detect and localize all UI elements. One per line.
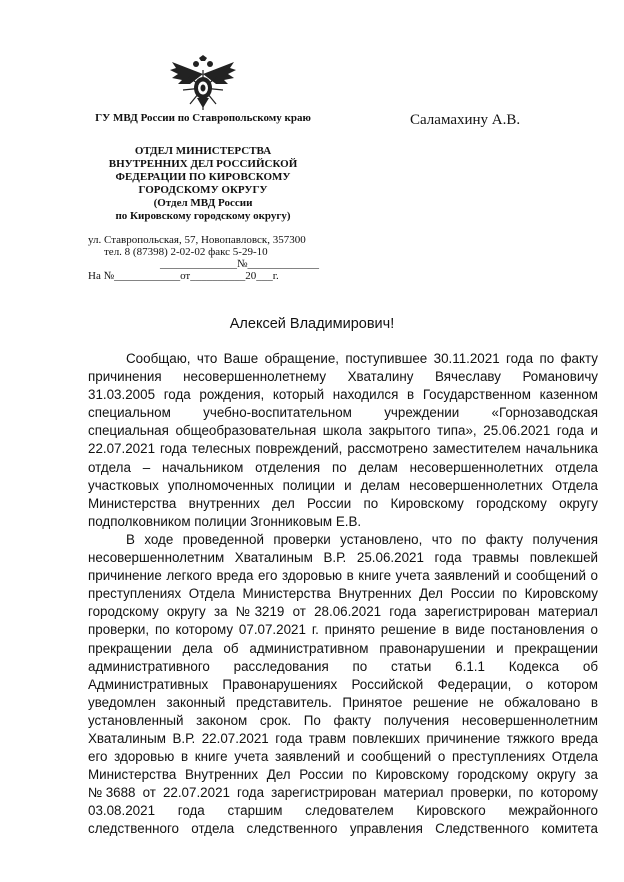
org-line: (Отдел МВД России [153,197,253,209]
org-line: ФЕДЕРАЦИИ ПО КИРОВСКОМУ [115,171,291,183]
reply-reference-line: На №____________от__________20___г. [88,270,279,282]
body-line: уведомлен законный представитель. Принятое решение не обжаловано в [88,694,598,710]
org-line: ОТДЕЛ МИНИСТЕРСТВА [134,145,272,157]
body-line: В ходе проведенной проверки установлено, что по факту получения [126,531,598,547]
body-line: установленный законом срок. По факту получения несовершеннолетним [88,712,598,728]
body-line: городскому округу за №3219 от 28.06.2021 года зарегистрирован материал [88,604,598,620]
body-line: его здоровью в книге учета заявлений и сообщений о преступлениях Отдела [88,749,598,765]
body-line: причинения несовершеннолетнему Хваталину Вячеславу Романовичу [88,369,598,385]
org-line: по Кировскому городскому округу) [115,210,291,222]
body-line: прекращении дела об административном правонарушении и прекращении [88,640,598,656]
parent-agency: ГУ МВД России по Ставропольскому краю [95,112,311,124]
body-line: №3688 от 22.07.2021 года зарегистрирован материал проверки, по которому [88,785,598,801]
org-line: ВНУТРЕННИХ ДЕЛ РОССИЙСКОЙ [108,158,298,170]
body-line: 31.03.2005 года рождения, который находился в Государственном казенном [88,387,598,403]
body-line: проверки, по которому 07.07.2021 г. принято решение в виде постановления о [88,622,598,638]
letterhead-contacts [88,234,328,282]
body-line: специальная общеобразовательная школа закрытого типа», 25.06.2021 года и [88,423,598,439]
letter-body [88,350,598,839]
phone-fax: тел. 8 (87398) 2-02-02 факс 5-29-10 [104,246,268,258]
body-line: 22.07.2021 года телесных повреждений, рассмотрено заместителем начальника [88,441,598,457]
body-line: специальном учебно-воспитательном учреждении «Горнозаводская [88,405,598,421]
body-line: административного расследования по статьи 6.1.1 Кодекса об [88,658,598,674]
letterhead-organization [78,112,328,223]
body-line: причинение легкого вреда его здоровью в книге учета заявлений и сообщений о [88,568,598,584]
greeting: Алексей Владимирович! [229,316,395,332]
body-line: отдела – начальником отделения по делам несовершеннолетних отдела [88,459,598,475]
body-line: Хваталиным В.Р. 22.07.2021 года травм повлекших причинение тяжкого вреда [88,730,598,746]
recipient: Саламахину А.В. [410,112,521,128]
org-line: ГОРОДСКОМУ ОКРУГУ [138,184,268,196]
outgoing-number-line: ______________№_____________ [160,258,319,270]
address: ул. Ставропольская, 57, Новопавловск, 357300 [88,234,306,246]
body-line: следственного отдела следственного управления Следственного комитета [88,821,598,837]
body-line: Административных Правонарушениях Российской Федерации, о котором [88,676,598,692]
body-line: несовершеннолетним Хваталиным В.Р. 25.06.2021 года травмы повлекшей [88,550,598,566]
body-line: участковых уполномоченных полиции и делам несовершеннолетних Отдела [88,477,598,493]
body-line: Сообщаю, что Ваше обращение, поступившее 30.11.2021 года по факту [126,351,598,366]
body-line: Министерства Внутренних Дел России по Кировскому городскому округу за [88,767,598,783]
body-line: преступлениях Отдела Министерства Внутренних Дел России по Кировскому [88,586,598,602]
mvd-emblem-icon [168,54,238,112]
body-line: подполковником полиции Згонниковым Е.В. [88,513,362,529]
body-line: 03.08.2021 года старшим следователем Кировского межрайонного [88,803,598,819]
body-line: Министерства внутренних дел России по Кировскому городскому округу [88,495,598,511]
